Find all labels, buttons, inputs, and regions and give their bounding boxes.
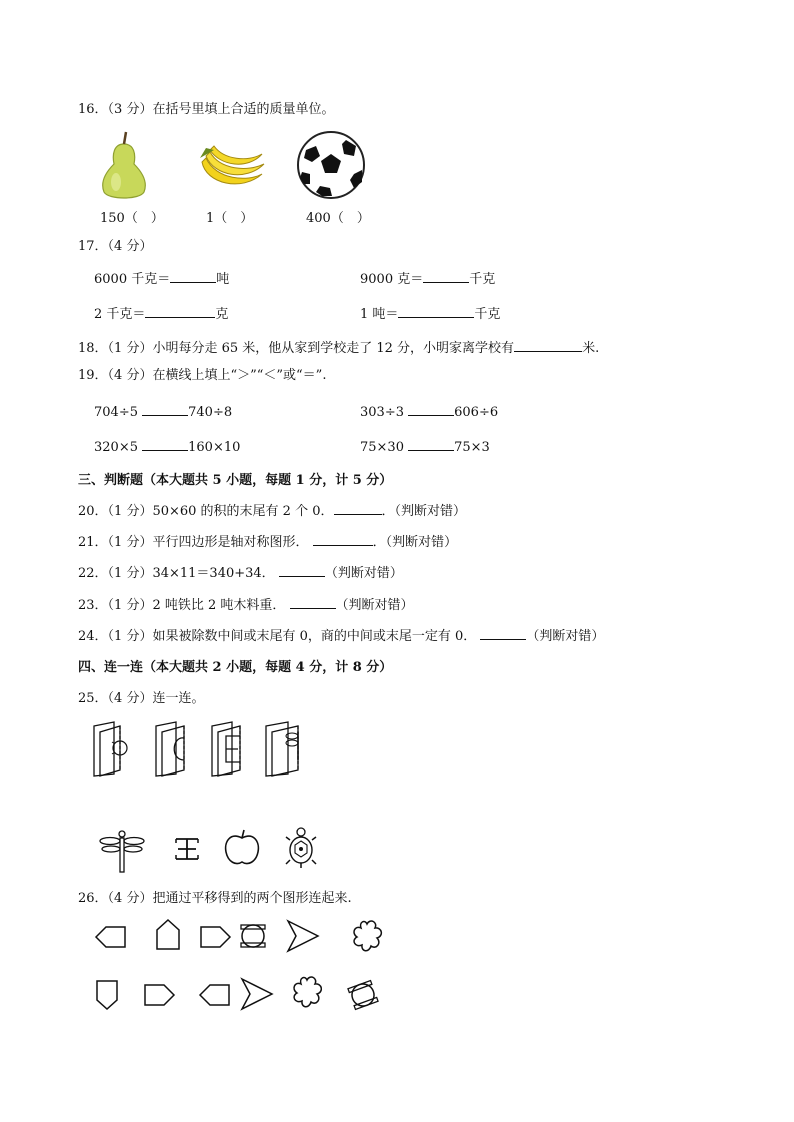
answer-blank[interactable]: [408, 403, 454, 416]
q17-item-4: 1 吨＝ 千克: [360, 307, 501, 322]
q16-item-2: 1（ ）: [206, 211, 254, 226]
answer-blank[interactable]: [145, 305, 215, 318]
q17-item-1: 6000 千克＝ 吨: [94, 272, 230, 287]
answer-blank[interactable]: [142, 403, 188, 416]
arrowhead-icon: [284, 918, 320, 954]
q17-item-3: 2 千克＝ 克: [94, 307, 229, 322]
pentagon-left-icon: [94, 924, 128, 950]
house-icon: [154, 918, 182, 952]
answer-blank[interactable]: [142, 438, 188, 451]
soccer-ball-icon: [296, 130, 366, 200]
apple-icon: [222, 828, 262, 868]
q16-item-3: 400（ ）: [306, 211, 370, 226]
q20: 20．（1 分）50×60 的积的末尾有 2 个 0． ．（判断对错）: [78, 504, 467, 519]
dragonfly-icon: [100, 828, 144, 874]
q22: 22．（1 分）34×11＝340+34． （判断对错）: [78, 566, 403, 581]
answer-blank[interactable]: [313, 533, 373, 546]
arrowhead-icon: [238, 976, 274, 1012]
q19-item-3: 320×5 160×10: [94, 440, 241, 455]
answer-blank[interactable]: [279, 564, 325, 577]
lens-icon: [238, 920, 268, 952]
q19-item-2: 303÷3 606÷6: [360, 405, 499, 420]
q21: 21．（1 分）平行四边形是轴对称图形． ．（判断对错）: [78, 535, 458, 550]
banana-icon: [196, 144, 268, 194]
answer-blank[interactable]: [480, 627, 526, 640]
answer-blank[interactable]: [398, 305, 474, 318]
q19-item-4: 75×30 75×3: [360, 440, 490, 455]
letter-icon: [174, 836, 200, 862]
section-3-title: 三、判断题（本大题共 5 小题，每题 1 分，计 5 分）: [78, 473, 393, 488]
pentagon-left-icon: [198, 982, 232, 1008]
q18: 18．（1 分）小明每分走 65 米，他从家到学校走了 12 分，小明家离学校有 米.: [78, 341, 600, 356]
q16-title: 16．（3 分）在括号里填上合适的质量单位。: [78, 102, 335, 117]
answer-blank[interactable]: [514, 339, 582, 352]
turtle-icon: [284, 826, 318, 870]
folded-paper-letter-icon: [210, 720, 250, 778]
pentagon-right-icon: [198, 924, 232, 950]
q19-title: 19．（4 分）在横线上填上“＞”“＜”或“＝”.: [78, 368, 327, 383]
q19-item-1: 704÷5 740÷8: [94, 405, 233, 420]
folded-paper-dragonfly-icon: [264, 720, 308, 778]
answer-blank[interactable]: [170, 270, 216, 283]
q17-item-2: 9000 克＝ 千克: [360, 272, 496, 287]
section-4-title: 四、连一连（本大题共 2 小题，每题 4 分，计 8 分）: [78, 660, 393, 675]
answer-blank[interactable]: [408, 438, 454, 451]
pear-icon: [94, 130, 154, 202]
answer-blank[interactable]: [334, 502, 382, 515]
q17-title: 17．（4 分）: [78, 239, 153, 254]
folded-paper-apple-icon: [154, 720, 194, 778]
q24: 24．（1 分）如果被除数中间或末尾有 0，商的中间或末尾一定有 0． （判断对错）: [78, 629, 605, 644]
answer-blank[interactable]: [290, 596, 336, 609]
flower-icon: [290, 974, 324, 1008]
q26-title: 26．（4 分）把通过平移得到的两个图形连起来.: [78, 891, 352, 906]
folded-paper-turtle-icon: [92, 720, 132, 778]
q25-title: 25．（4 分）连一连。: [78, 691, 205, 706]
q23: 23．（1 分）2 吨铁比 2 吨木料重． （判断对错）: [78, 598, 414, 613]
pentagon-right-icon: [142, 982, 176, 1008]
answer-blank[interactable]: [423, 270, 469, 283]
flower-icon: [350, 918, 384, 952]
q16-item-1: 150（ ）: [100, 211, 164, 226]
pentagon-down-icon: [94, 978, 120, 1012]
lens-tilted-icon: [346, 978, 380, 1012]
